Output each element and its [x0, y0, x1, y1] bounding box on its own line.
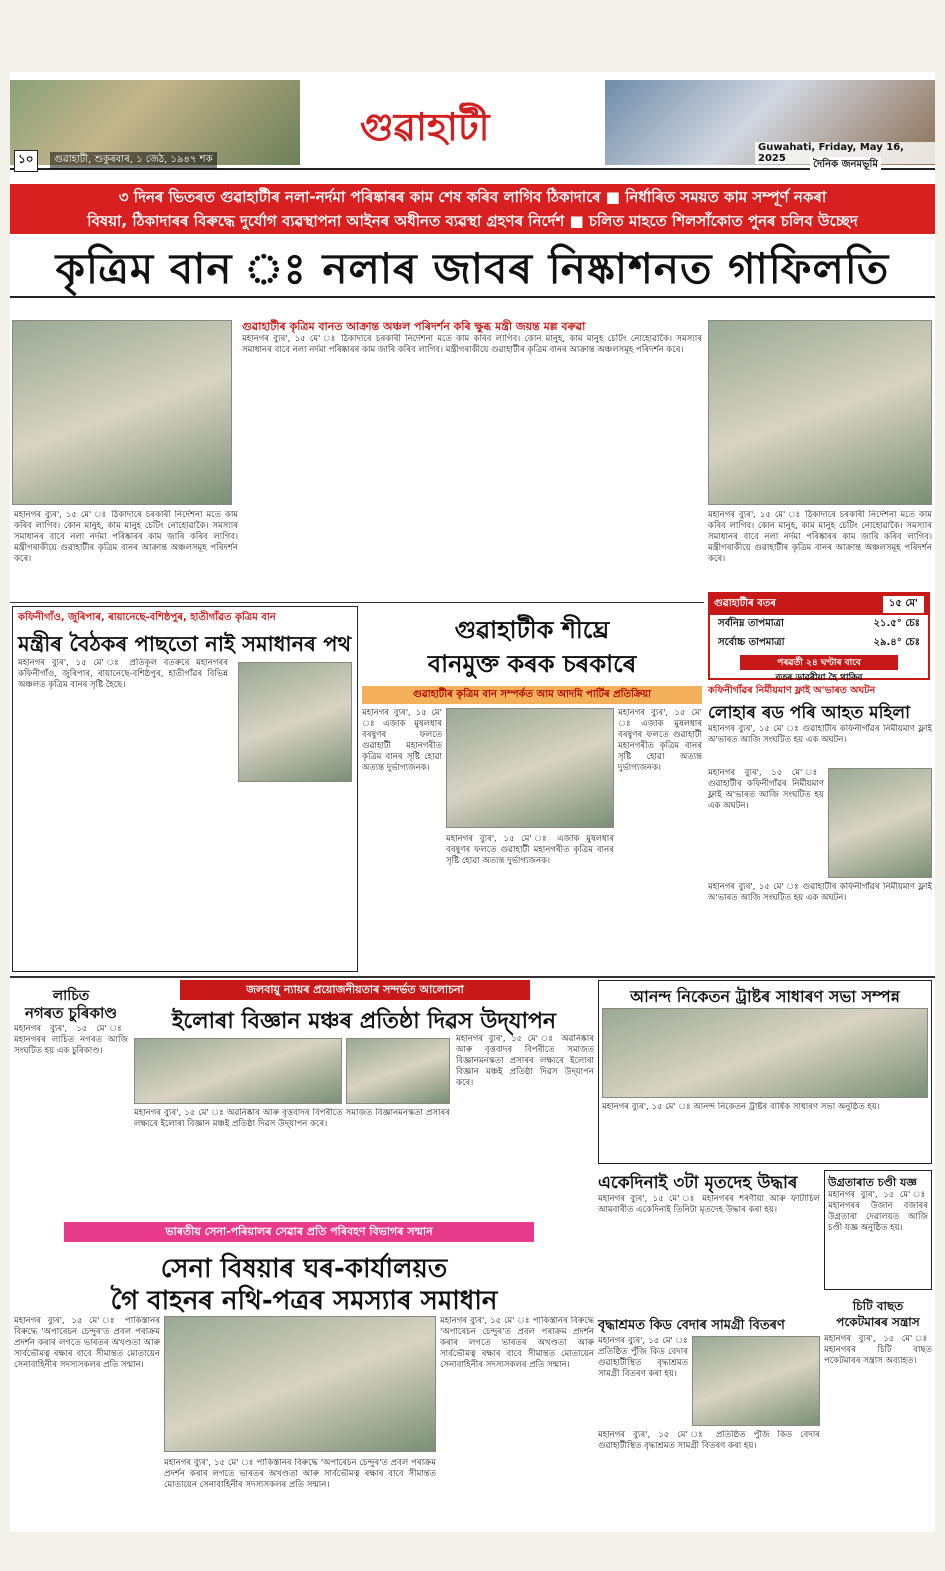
weather-min-row	[710, 615, 928, 634]
divider	[10, 602, 704, 603]
story4-text-3: মহানগৰ ব্যুৰ', ১৫ মে' ঃ গুৱাহাটীৰ কফিনীগাঁৱৰ নিৰ্মীয়মাণ ফ্লাই অ'ভাৰত আজি সংঘটিত হয় এক অঘটন।	[708, 882, 932, 903]
story12-text-2: মহানগৰ ব্যুৰ', ১৫ মে' ঃ প্ৰতিষ্ঠিত পুঁজি কিড বেদাৰ গুৱাহাটীস্থিত বৃদ্ধাশ্ৰমত সামগ্ৰী বিতৰণ কৰা হয়।	[598, 1430, 820, 1451]
banner-line-1: ৩ দিনৰ ভিতৰত গুৱাহাটীৰ নলা-নৰ্দমা পৰিষ্কাৰৰ কাম শেষ কৰিব লাগিব ঠিকাদাৰে ■ নিৰ্ধাৰিত সময়ত কাম সম্পূৰ্ণ নকৰা	[118, 188, 827, 206]
weather-title-row	[710, 594, 928, 615]
story3-photo	[446, 708, 614, 828]
story2-text: মহানগৰ ব্যুৰ', ১৫ মে' ঃ প্ৰতিকূল বতৰুৰে মহানগৰৰ কফিনীগাঁও, জুৰিপাৰ, ৰায়ানেছে-বশিষ্ঠপুৰ, হাতীগাঁৱৰ বিভিন্ন অঞ্চলত কৃত্ৰিম বানৰ সৃষ্টি হৈছে।	[18, 658, 228, 690]
weather-min-value: ২১.৫° চেঃ	[873, 618, 920, 629]
story7-text: মহানগৰ ব্যুৰ', ১৫ মে' ঃ আনন্দ নিকেতন ট্ৰাষ্টৰ বাৰ্ষিক সাধাৰণ সভা অনুষ্ঠিত হয়।	[602, 1102, 880, 1112]
story2-photo	[238, 662, 352, 782]
weather-max-row	[710, 634, 928, 653]
weather-date: ১৫ মে'	[883, 596, 924, 613]
date-english: Guwahati, Friday, May 16, 2025	[755, 142, 935, 164]
story6-text-1: মহানগৰ ব্যুৰ', ১৫ মে' ঃ অৱনিষ্কাৰ আৰু বৃত্তবাদৰ বিপৰীতে সমাজত বিজ্ঞানমনস্কতা প্ৰসাৰৰ লক্ষ্যৰে ইলোৰা বিজ্ঞান মঞ্চই প্ৰতিষ্ঠা দিৱস উদ্‌যাপন কৰে।	[456, 1034, 594, 1088]
story11-text: মহানগৰ ব্যুৰ', ১৫ মে' ঃ মহানগৰৰ চিটি বাছত পকেটমাৰৰ সন্ত্ৰাস অব্যাহত।	[824, 1334, 932, 1366]
section-logo: গুৱাহাটী	[360, 105, 490, 149]
story5-text: মহানগৰ ব্যুৰ', ১৫ মে' ঃ মহানগৰৰ লাচিত নগৰত আজি সংঘটিত হয় এক চুৰিকাণ্ড।	[14, 1024, 128, 1056]
story12-text-1: মহানগৰ ব্যুৰ', ১৫ মে' ঃ প্ৰতিষ্ঠিত পুঁজি কিড বেদাৰ গুৱাহাটীস্থিত বৃদ্ধাশ্ৰমত সামগ্ৰী বিতৰণ কৰা হয়।	[598, 1336, 688, 1379]
weather-max-label: সৰ্বোচ্চ তাপমাত্ৰা	[718, 637, 785, 648]
story5-headline: নগৰত চুৰিকাণ্ড	[24, 1004, 118, 1022]
story5-kicker: লাচিত	[52, 988, 90, 1004]
story6-headline: ইলোৰা বিজ্ঞান মঞ্চৰ প্ৰতিষ্ঠা দিৱস উদ্‌যাপন	[171, 1009, 557, 1034]
story3-text-1: মহানগৰ ব্যুৰ', ১৫ মে' ঃ এজাক মুষলধাৰ বৰষুণৰ ফলতে গুৱাহাটী মহানগৰীত কৃত্ৰিম বানৰ সৃষ্টি হোৱা অত্যন্ত দুৰ্ভাগ্যজনক।	[362, 708, 442, 773]
story3-text-2: মহানগৰ ব্যুৰ', ১৫ মে' ঃ এজাক মুষলধাৰ বৰষুণৰ ফলতে গুৱাহাটী মহানগৰীত কৃত্ৰিম বানৰ সৃষ্টি হোৱা অত্যন্ত দুৰ্ভাগ্যজনক।	[618, 708, 702, 773]
story11-headline: পকেটমাৰৰ সন্ত্ৰাস	[836, 1315, 920, 1329]
weather-forecast: পৰৱৰ্তী ২৪ ঘণ্টাৰ বাবে	[740, 655, 898, 670]
story3-strip: গুৱাহাটীৰ কৃত্ৰিম বান সম্পৰ্কত আম আদমি পাৰ্টিৰ প্ৰতিক্ৰিয়া	[362, 686, 702, 704]
lead-text-2: মহানগৰ ব্যুৰ', ১৫ মে' ঃ ঠিকাদাৰে চৰকাৰী নিৰ্দেশনা মতে কাম কৰিব লাগিব। কোন মানুহ, কাম মানুহ চেটিং নোহোৱাকৈ। সমস্যাৰ সমাধানৰ বাবে নলা নৰ্দমা পৰিষ্কাৰৰ কাম জাৰি কৰিব লাগিব। মন্ত্ৰীগৰাকীয়ে গুৱাহাটীৰ কৃত্ৰিম বানৰ আক্ৰান্ত অঞ্চলসমূহ পৰিদৰ্শন কৰে।	[242, 334, 702, 355]
story8-headline-2: গৈ বাহনৰ নথি-পত্ৰৰ সমস্যাৰ সমাধান	[110, 1286, 498, 1316]
story8-strip: ভাৰতীয় সেনা-পৰিয়ালৰ সেৱাৰ প্ৰতি পৰিবহণ বিভাগৰ সন্মান	[64, 1222, 534, 1242]
weather-min-label: সৰ্বনিম্ন তাপমাত্ৰা	[718, 618, 784, 629]
story3-text-3: মহানগৰ ব্যুৰ', ১৫ মে' ঃ এজাক মুষলধাৰ বৰষুণৰ ফলতে গুৱাহাটী মহানগৰীত কৃত্ৰিম বানৰ সৃষ্টি হোৱা অত্যন্ত দুৰ্ভাগ্যজনক।	[446, 834, 614, 866]
divider	[10, 976, 935, 978]
main-headline: কৃত্ৰিম বান ঃ নলাৰ জাবৰ নিষ্কাশনত গাফিলতি	[10, 240, 935, 298]
story10-kicker: উগ্ৰতাৰাত চণ্ডী যজ্ঞ	[828, 1176, 917, 1189]
story8-photo	[164, 1316, 436, 1452]
weather-box	[708, 592, 930, 683]
story4-text-1: মহানগৰ ব্যুৰ', ১৫ মে' ঃ গুৱাহাটীৰ কফিনীগাঁৱৰ নিৰ্মীয়মাণ ফ্লাই অ'ভাৰত আজি সংঘটিত হয় এক অঘটন।	[708, 724, 932, 745]
story12-photo	[692, 1336, 820, 1426]
story8-text-3: মহানগৰ ব্যুৰ', ১৫ মে' ঃ পাকিস্তানৰ বিৰুদ্ধে 'অপাৰেচন চেন্দুৰ'ত প্ৰবল পৰাক্ৰম প্ৰদৰ্শন কৰাৰ লগতে ভাৰতৰ অখণ্ডতা আৰু সাৰ্বভৌমত্ব ৰক্ষাৰ বাবে সীমান্তত মোতায়েন সেনাবাহিনীৰ সদস্যসকলৰ প্ৰতি সন্মান।	[164, 1458, 436, 1490]
story4-kicker: কফিনীগাঁৱৰ নিৰ্মীয়মাণ ফ্লাই অ'ভাৰত অঘটন	[708, 685, 876, 696]
story2-kicker: কফিনীগাঁও, জুৰিপাৰ, ৰায়ানেছে-বশিষ্ঠপুৰ, হাতীগাঁৱত কৃত্ৰিম বান	[18, 612, 276, 623]
lead-photo-left	[12, 320, 232, 505]
story7-photo	[602, 1008, 928, 1098]
story3-headline-1: গুৱাহাটীক শীঘ্ৰে	[454, 616, 610, 644]
story8-text-2: মহানগৰ ব্যুৰ', ১৫ মে' ঃ পাকিস্তানৰ বিৰুদ্ধে 'অপাৰেচন চেন্দুৰ'ত প্ৰবল পৰাক্ৰম প্ৰদৰ্শন কৰাৰ লগতে ভাৰতৰ অখণ্ডতা আৰু সাৰ্বভৌমত্ব ৰক্ষাৰ বাবে সীমান্তত মোতায়েন সেনাবাহিনীৰ সদস্যসকলৰ প্ৰতি সন্মান।	[440, 1316, 594, 1370]
story3-headline-2: বানমুক্ত কৰক চৰকাৰে	[427, 650, 637, 678]
story2-headline: মন্ত্ৰীৰ বৈঠকৰ পাছতো নাই সমাধানৰ পথ	[18, 632, 352, 656]
story4-photo	[828, 768, 932, 878]
lead-subhead: গুৱাহাটীৰ কৃত্ৰিম বানত আক্ৰান্ত অঞ্চল পৰিদৰ্শন কৰি ক্ষুব্ধ মন্ত্ৰী জয়ন্ত মল্ল বৰুৱা	[242, 320, 586, 333]
story9-text: মহানগৰ ব্যুৰ', ১৫ মে' ঃ মহানগৰৰ শৰণীয়া আৰু ফাটাচিল আমবাৰীত একেদিনাই তিনিটা মৃতদেহ উদ্ধাৰ কৰা হয়।	[598, 1194, 820, 1215]
story10-text: মহানগৰ ব্যুৰ', ১৫ মে' ঃ মহানগৰৰ উজান বজাৰৰ উগ্ৰতাৰা দেৱালয়ত আজি চণ্ডী যজ্ঞ অনুষ্ঠিত হয়।	[828, 1190, 928, 1233]
lead-text-1: মহানগৰ ব্যুৰ', ১৫ মে' ঃ ঠিকাদাৰে চৰকাৰী নিৰ্দেশনা মতে কাম কৰিব লাগিব। কোন মানুহ, কাম মানুহ চেটিং নোহোৱাকৈ। সমস্যাৰ সমাধানৰ বাবে নলা নৰ্দমা পৰিষ্কাৰৰ কাম জাৰি কৰিব লাগিব। মন্ত্ৰীগৰাকীয়ে গুৱাহাটীৰ কৃত্ৰিম বানৰ আক্ৰান্ত অঞ্চলসমূহ পৰিদৰ্শন কৰে।	[14, 510, 238, 564]
story4-headline: লোহাৰ ৰড পৰি আহত মহিলা	[708, 703, 911, 723]
story4-text-2: মহানগৰ ব্যুৰ', ১৫ মে' ঃ গুৱাহাটীৰ কফিনীগাঁৱৰ নিৰ্মীয়মাণ ফ্লাই অ'ভাৰত আজি সংঘটিত হয় এক অঘটন।	[708, 768, 824, 811]
lead-text-3: মহানগৰ ব্যুৰ', ১৫ মে' ঃ ঠিকাদাৰে চৰকাৰী নিৰ্দেশনা মতে কাম কৰিব লাগিব। কোন মানুহ, কাম মানুহ চেটিং নোহোৱাকৈ। সমস্যাৰ সমাধানৰ বাবে নলা নৰ্দমা পৰিষ্কাৰৰ কাম জাৰি কৰিব লাগিব। মন্ত্ৰীগৰাকীয়ে গুৱাহাটীৰ কৃত্ৰিম বানৰ আক্ৰান্ত অঞ্চলসমূহ পৰিদৰ্শন কৰে।	[708, 510, 932, 564]
weather-forecast-2: বতৰ ডাৱৰীয়া হৈ থাকিব	[775, 673, 863, 683]
story6-text-2: মহানগৰ ব্যুৰ', ১৫ মে' ঃ অৱনিষ্কাৰ আৰু বৃত্তবাদৰ বিপৰীতে সমাজত বিজ্ঞানমনস্কতা প্ৰসাৰৰ লক্ষ্যৰে ইলোৰা বিজ্ঞান মঞ্চই প্ৰতিষ্ঠা দিৱস উদ্‌যাপন কৰে।	[134, 1108, 450, 1129]
story6-photo-2	[346, 1038, 450, 1104]
weather-title: গুৱাহাটীৰ বতৰ	[714, 598, 776, 609]
story6-photo-1	[134, 1038, 342, 1104]
page-number: ১০	[14, 150, 38, 172]
story12-headline: বৃদ্ধাশ্ৰমত কিড বেদাৰ সামগ্ৰী বিতৰণ	[598, 1318, 785, 1333]
story11-kicker: চিটি বাছত	[852, 1299, 904, 1313]
banner-line-2: বিষয়া, ঠিকাদাৰৰ বিৰুদ্ধে দুৰ্যোগ ব্যৱস্থাপনা আইনৰ অধীনত ব্যৱস্থা গ্ৰহণৰ নিৰ্দেশ ■ চলিত মাহতে শিলসাঁকোত পুনৰ চলিব উচ্ছেদ	[87, 212, 858, 230]
lead-photo-right	[708, 320, 932, 505]
date-assamese: গুৱাহাটী, শুকুৰবাৰ, ১ জেঠ, ১৯৪৭ শক	[50, 152, 217, 169]
weather-max-value: ২৯.৪° চেঃ	[873, 637, 920, 648]
newspaper-page	[10, 72, 935, 1532]
story7-headline: আনন্দ নিকেতন ট্ৰাষ্টৰ সাধাৰণ সভা সম্পন্ন	[630, 987, 900, 1006]
story8-headline-1: সেনা বিষয়াৰ ঘৰ-কাৰ্যালয়ত	[160, 1254, 448, 1284]
story6-strip: জলবায়ু ন্যায়ৰ প্ৰয়োজনীয়তাৰ সন্দৰ্ভত আলোচনা	[180, 980, 530, 1000]
brand-name: দৈনিক জনমভূমি	[810, 157, 881, 174]
story8-text-1: মহানগৰ ব্যুৰ', ১৫ মে' ঃ পাকিস্তানৰ বিৰুদ্ধে 'অপাৰেচন চেন্দুৰ'ত প্ৰবল পৰাক্ৰম প্ৰদৰ্শন কৰাৰ লগতে ভাৰতৰ অখণ্ডতা আৰু সাৰ্বভৌমত্ব ৰক্ষাৰ বাবে সীমান্তত মোতায়েন সেনাবাহিনীৰ সদস্যসকলৰ প্ৰতি সন্মান।	[14, 1316, 160, 1370]
masthead	[10, 80, 935, 170]
story9-headline: একেদিনাই ৩টা মৃতদেহ উদ্ধাৰ	[598, 1173, 798, 1193]
top-banner	[10, 184, 935, 234]
